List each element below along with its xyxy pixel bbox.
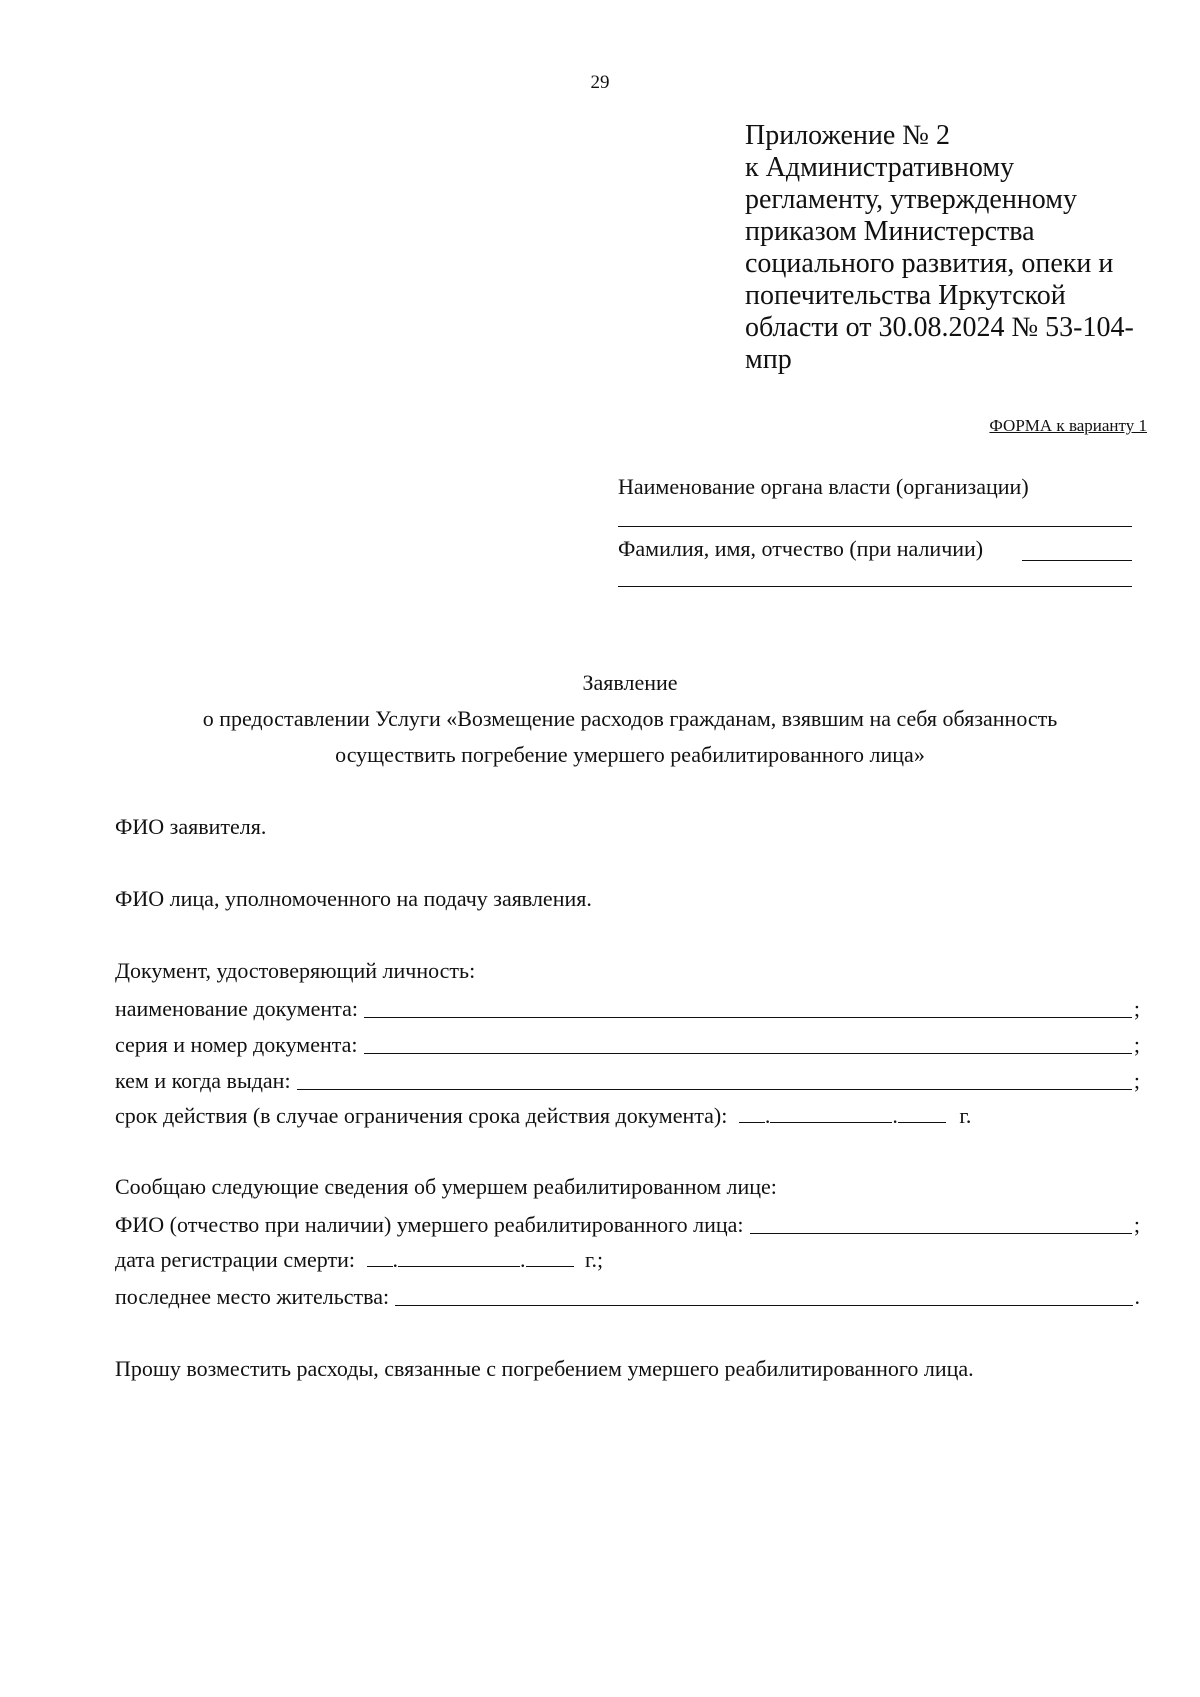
last-residence-label: последнее место жительства: <box>115 1284 390 1309</box>
doc-name-row <box>115 994 1140 1022</box>
applicant-name-label: Фамилия, имя, отчество (при наличии) <box>618 536 984 561</box>
document-subtitle-cont: осуществить погребение умершего реабилитированного лица» <box>335 742 925 767</box>
applicant-name-field-line2[interactable] <box>618 586 1132 587</box>
deceased-fio-row <box>115 1210 1140 1238</box>
series-number-field[interactable] <box>364 1031 1132 1054</box>
appendix-line: к Административному <box>745 152 1015 183</box>
deceased-heading: Сообщаю следующие сведения об умершем реабилитированном лице: <box>115 1174 777 1199</box>
series-number-label: серия и номер документа: <box>115 1032 358 1057</box>
series-number-row <box>115 1030 1140 1058</box>
issued-by-label: кем и когда выдан: <box>115 1068 291 1093</box>
validity-day-field[interactable] <box>739 1102 765 1123</box>
authority-name-field[interactable] <box>618 526 1132 527</box>
page-number: 29 <box>590 72 610 93</box>
appendix-line: регламенту, утвержденному <box>745 184 1077 215</box>
deceased-fio-field[interactable] <box>750 1211 1132 1234</box>
appendix-line: социального развития, опеки и <box>745 248 1114 279</box>
validity-year-suffix: г. <box>959 1103 972 1128</box>
authority-name-label: Наименование органа власти (организации) <box>618 474 1029 499</box>
appendix-line: Приложение № 2 <box>745 120 950 151</box>
appendix-line: приказом Министерства <box>745 216 1035 247</box>
doc-name-field[interactable] <box>364 995 1132 1018</box>
last-residence-field[interactable] <box>395 1283 1132 1306</box>
death-month-field[interactable] <box>398 1246 520 1267</box>
applicant-fio-label: ФИО заявителя. <box>115 814 267 839</box>
validity-year-field[interactable] <box>898 1102 946 1123</box>
end-mark: ; <box>1133 1032 1140 1057</box>
death-date-row: дата регистрации смерти: . . г.; <box>115 1247 604 1272</box>
applicant-name-field[interactable] <box>1022 560 1132 561</box>
death-year-suffix: г.; <box>585 1247 604 1272</box>
appendix-header <box>745 120 1134 376</box>
representative-fio-label: ФИО лица, уполномоченного на подачу заявления. <box>115 886 592 911</box>
document-title: Заявление <box>582 670 678 695</box>
death-date-label: дата регистрации смерти: <box>115 1247 355 1272</box>
issued-by-row <box>115 1066 1140 1094</box>
appendix-line: области от 30.08.2024 № 53-104- <box>745 312 1134 343</box>
last-residence-row <box>115 1282 1140 1310</box>
appendix-line: мпр <box>745 344 792 375</box>
form-variant-label: ФОРМА к варианту 1 <box>989 416 1147 435</box>
end-period: . <box>1134 1284 1140 1309</box>
validity-row: срок действия (в случае ограничения срока действия документа): . . г. <box>115 1103 972 1128</box>
appendix-line: попечительства Иркутской <box>745 280 1066 311</box>
end-mark: ; <box>1133 1212 1140 1237</box>
deceased-fio-label: ФИО (отчество при наличии) умершего реабилитированного лица: <box>115 1212 744 1237</box>
doc-name-label: наименование документа: <box>115 996 358 1021</box>
death-year-field[interactable] <box>526 1246 574 1267</box>
end-mark: ; <box>1133 996 1140 1021</box>
end-mark: ; <box>1133 1068 1140 1093</box>
death-day-field[interactable] <box>367 1246 393 1267</box>
validity-label: срок действия (в случае ограничения срока действия документа): <box>115 1103 728 1128</box>
validity-month-field[interactable] <box>770 1102 892 1123</box>
issued-by-field[interactable] <box>297 1067 1132 1090</box>
request-text: Прошу возместить расходы, связанные с погребением умершего реабилитированного лица. <box>115 1356 974 1381</box>
identity-heading: Документ, удостоверяющий личность: <box>115 958 476 983</box>
document-subtitle: о предоставлении Услуги «Возмещение расходов гражданам, взявшим на себя обязанность <box>202 706 1058 731</box>
